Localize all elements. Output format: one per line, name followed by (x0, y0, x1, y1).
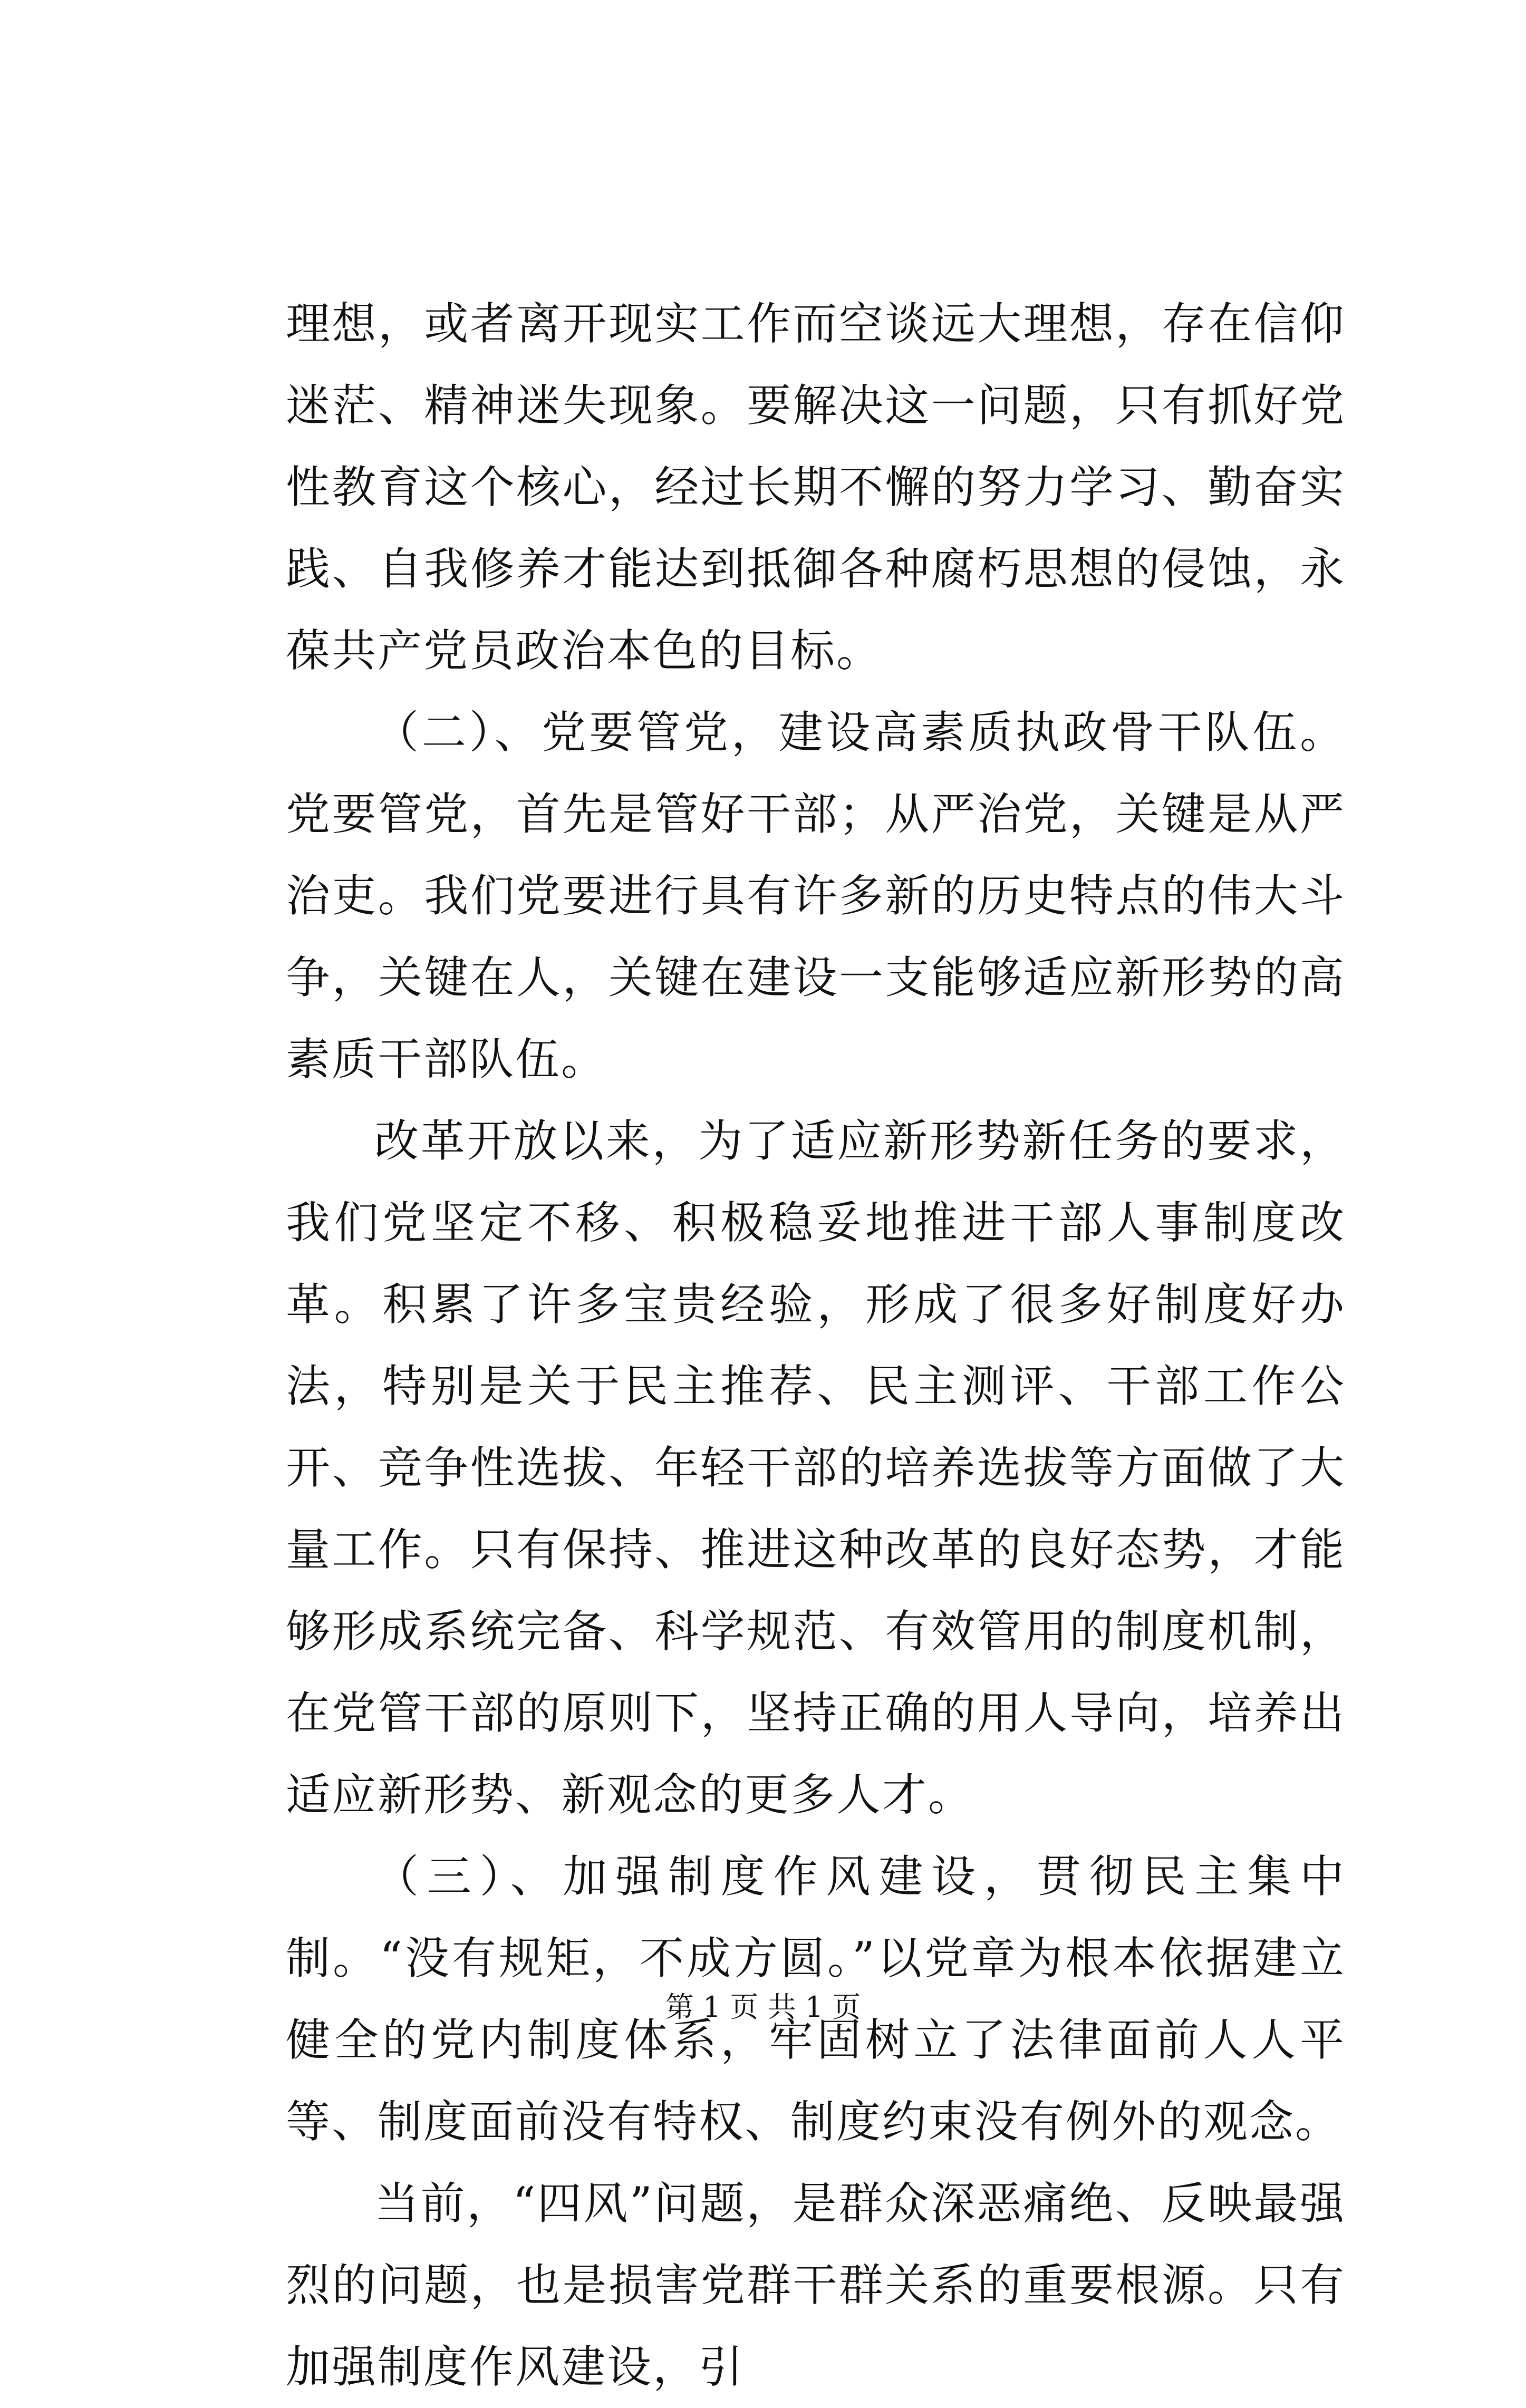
paragraph-continuation: 理想，或者离开现实工作而空谈远大理想，存在信仰迷茫、精神迷失现象。要解决这一问题，只有抓好党性教育这个核心，经过长期不懈的努力学习、勤奋实践、自我修养才能达到抵御各种腐朽思想的侵蚀，永葆共产党员政治本色的目标。 (286, 298, 1346, 676)
paragraph-section-three: （三）、加强制度作风建设，贯彻民主集中制。“没有规矩，不成方圆。”以党章为根本依据建立健全的党内制度体系，牢固树立了法律面前人人平等、制度面前没有特权、制度约束没有例外的观念。 (286, 1851, 1346, 2148)
paragraph-section-two: （二）、党要管党，建设高素质执政骨干队伍。党要管党，首先是管好干部；从严治党，关键是从严治吏。我们党要进行具有许多新的历史特点的伟大斗争，关键在人，关键在建设一支能够适应新形势的高素质干部队伍。 (286, 707, 1346, 1085)
paragraph-four-winds: 当前，“四风”问题，是群众深恶痛绝、反映最强烈的问题，也是损害党群干群关系的重要根源。只有加强制度作风建设，引 (286, 2178, 1346, 2393)
paragraph-reform: 改革开放以来，为了适应新形势新任务的要求，我们党坚定不移、积极稳妥地推进干部人事制度改革。积累了许多宝贵经验，形成了很多好制度好办法，特别是关于民主推荐、民主测评、干部工作公开、竞争性选拔、年轻干部的培养选拔等方面做了大量工作。只有保持、推进这种改革的良好态势，才能够形成系统完备、科学规范、有效管用的制度机制，在党管干部的原则下，坚持正确的用人导向，培养出适应新形势、新观念的更多人才。 (286, 1115, 1346, 1821)
document-body (286, 283, 1346, 2408)
page-footer: 第 1 页 共 1 页 (665, 1990, 861, 2024)
